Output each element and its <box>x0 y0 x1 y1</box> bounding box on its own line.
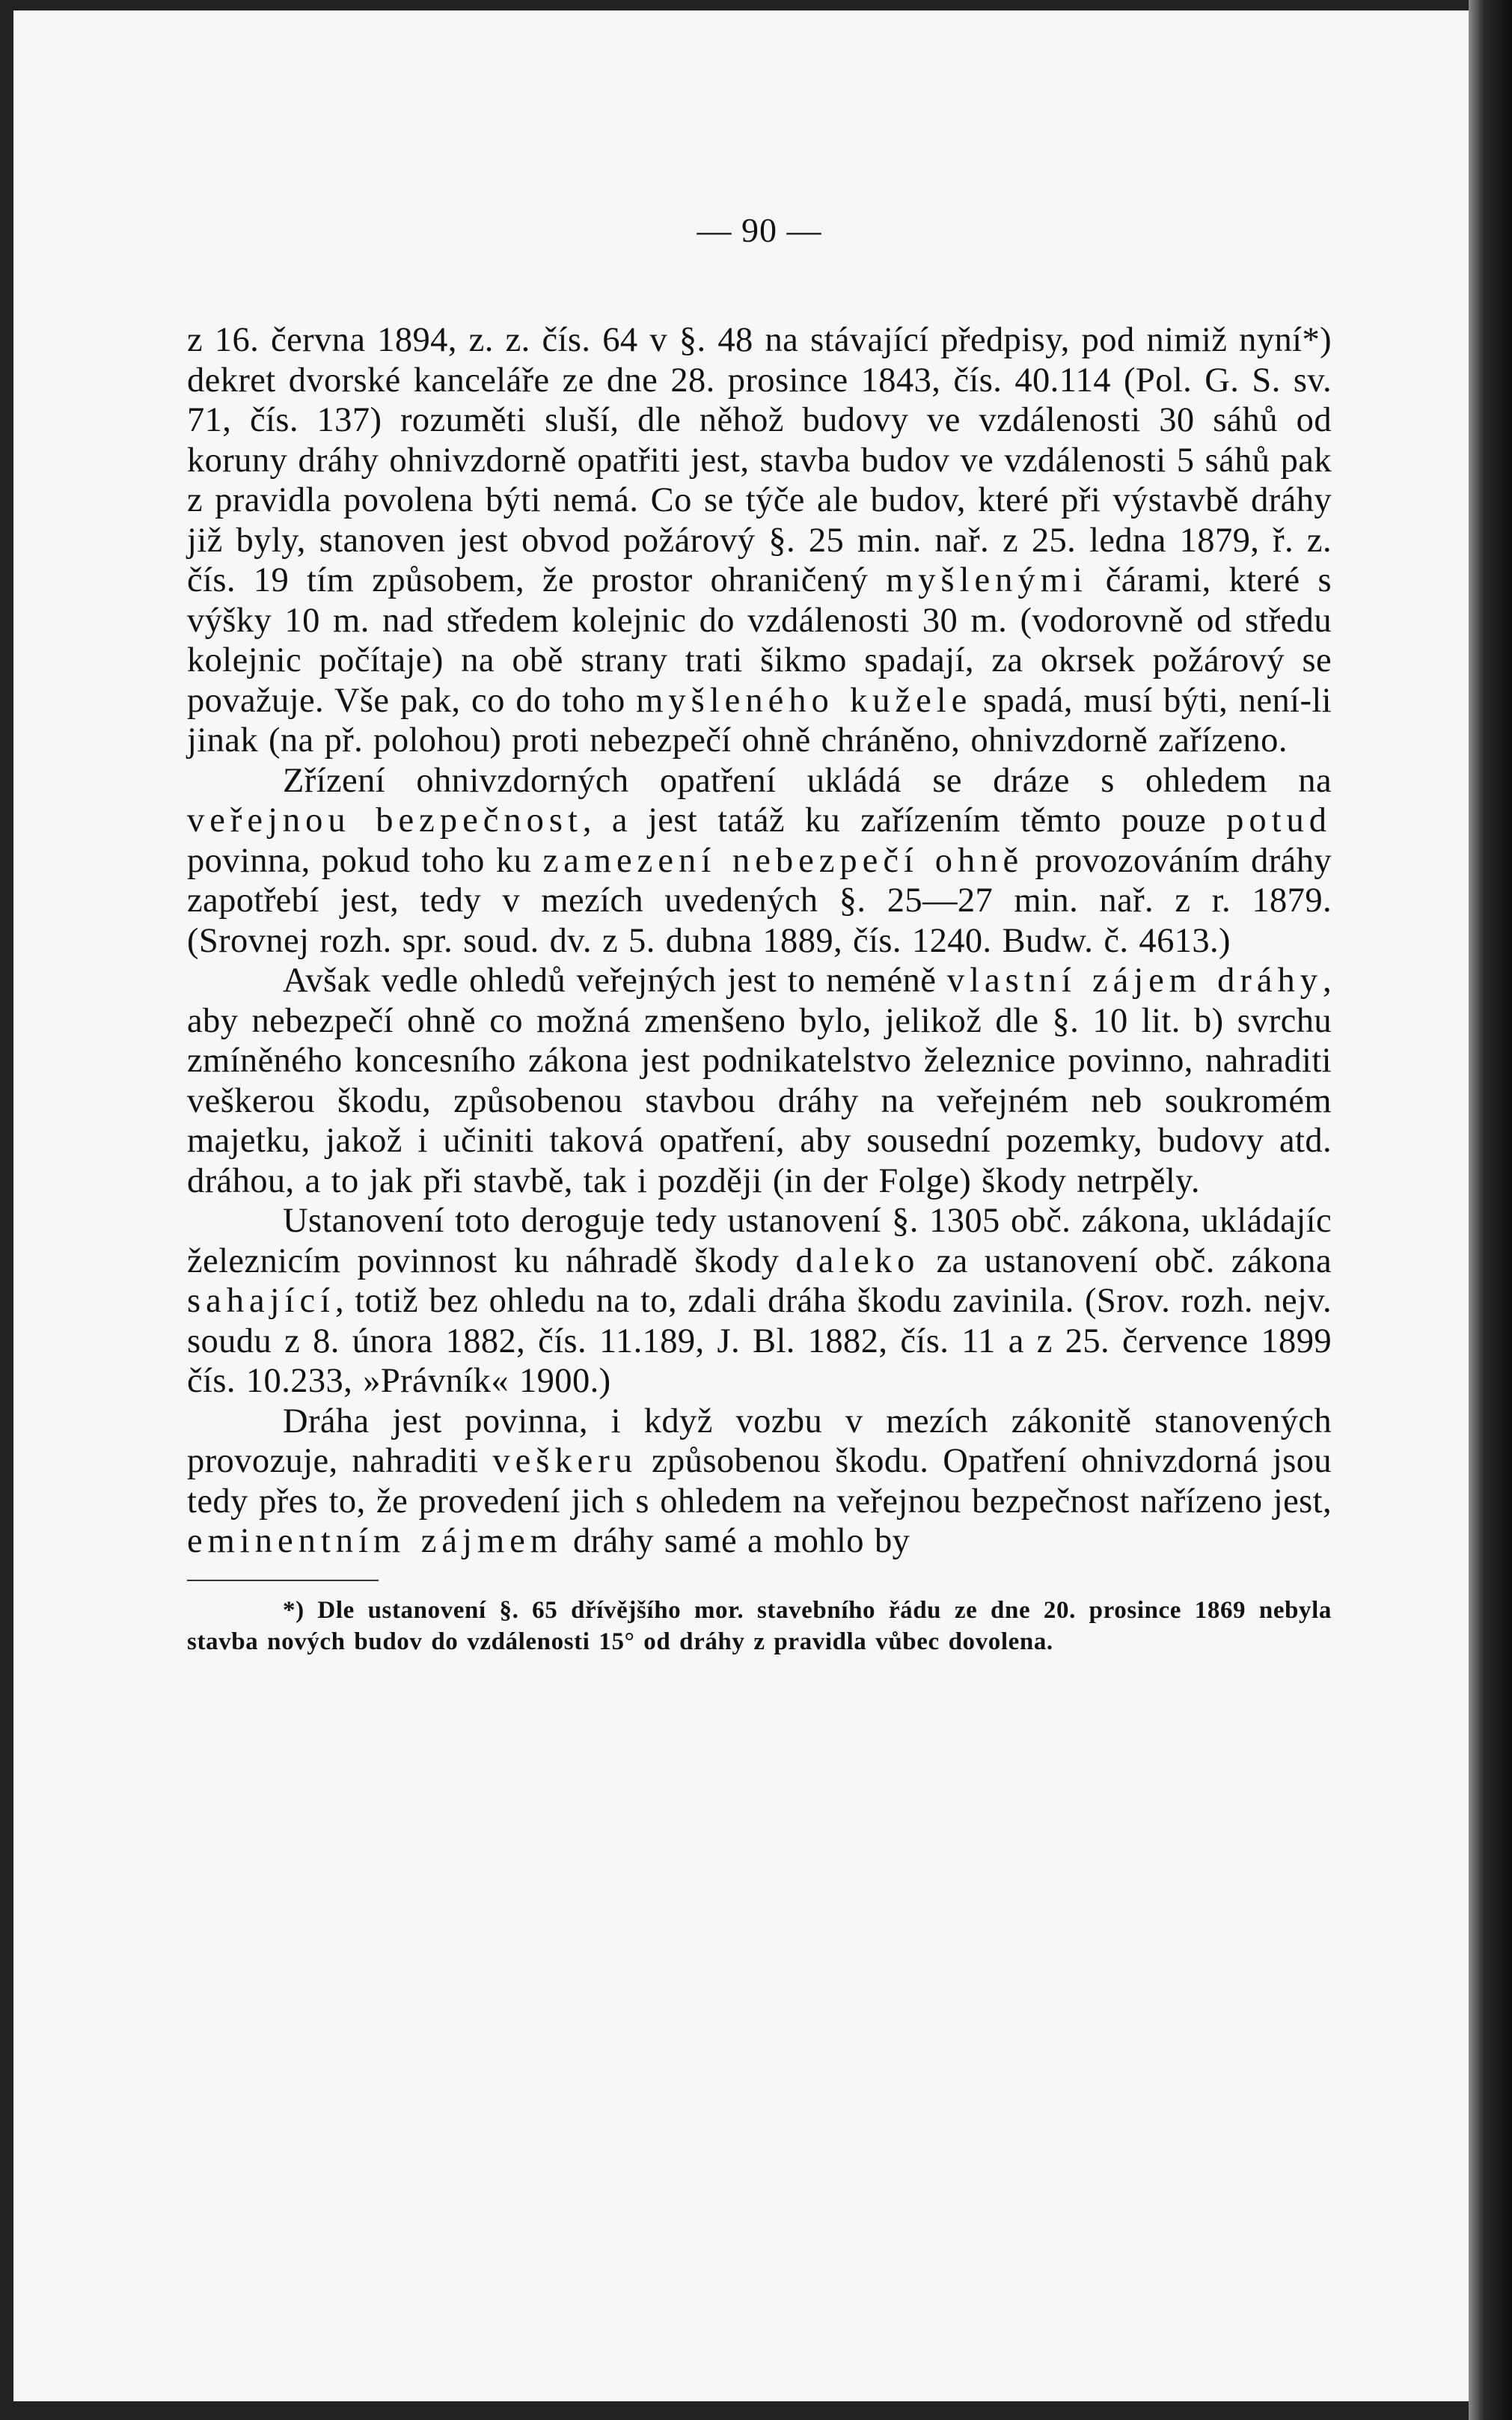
text-run: z 16. června 1894, z. z. čís. 64 v §. 48 na stávající předpisy, pod nimiž nyní*) dekret dvorské kanceláře ze dne 28. prosince 1843, čís. 40.114 (Pol. G. S. sv. 71, čís. 137) rozuměti sluší, dle něhož budovy ve vzdálenosti 30 sáhů od koruny dráhy ohnivzdorně opatřiti jest, stavba budov ve vzdálenosti 5 sáhů pak z pravidla povolena býti nemá. Co se týče ale budov, které při výstavbě dráhy již byly, stanoven jest obvod požárový §. 25 min. nař. z 25. ledna 1879, ř. z. čís. 19 tím způsobem, že prostor ohraničený <box>187 321 1332 599</box>
text-run: čárami, které s výšky 10 m. nad středem kolejnic do vzdálenosti 30 m. (vodorovně od středu kolejnic počítaje) na obě strany trati šikmo spadají, za okrsek požárový se považuje. Vše pak, co do toho <box>187 561 1332 720</box>
text-run: Zřízení ohnivzdorných opatření ukládá se dráze s ohledem na <box>283 761 1332 800</box>
body-text <box>187 320 1332 1562</box>
text-run: Dráha jest povinna, i když vozbu v mezích zákonitě stanovených provozuje, nahraditi <box>187 1402 1332 1480</box>
paragraph-3 <box>187 961 1332 1201</box>
spaced-emphasis: myšleného kužele <box>636 681 973 720</box>
book-spine-edge <box>1469 0 1512 2420</box>
page-number: — 90 — <box>697 211 822 249</box>
text-run: povinna, pokud toho ku <box>187 841 543 880</box>
text-run: , totiž bez ohledu na to, zdali dráha škodu zavinila. (Srov. rozh. nejv. soudu z 8. února 1882, čís. 11.189, J. Bl. 1882, čís. 11 a z 25. července 1899 čís. 10.233, »Právník« 1900.) <box>187 1282 1332 1400</box>
text-run: Ustanovení toto deroguje tedy ustanovení §. 1305 obč. zákona, ukládajíc železnicím povinnost ku náhradě škody <box>187 1202 1332 1280</box>
text-run: , aby nebezpečí ohně co možná zmenšeno bylo, jelikož dle §. 10 lit. b) svrchu zmíněného koncesního zákona jest podnikatelstvo železnice povinno, nahraditi veškerou škodu, způsobenou stavbou dráhy na veřejném neb soukromém majetku, jakož i učiniti taková opatření, aby sousední pozemky, budovy atd. dráhou, a to jak při stavbě, tak i později (in der Folge) škody netrpěly. <box>187 962 1332 1200</box>
paragraph-4 <box>187 1201 1332 1402</box>
spaced-emphasis: veřejnou bezpečnost <box>187 801 583 840</box>
spaced-emphasis: zamezení nebezpečí ohně <box>542 841 1024 880</box>
text-run: za ustanovení obč. zákona <box>919 1241 1332 1280</box>
text-run: dráhy samé a mohlo by <box>562 1522 910 1560</box>
text-run: Avšak vedle ohledů veřejných jest to neméně <box>283 962 947 1000</box>
spaced-emphasis: veškeru <box>492 1442 638 1480</box>
paragraph-5 <box>187 1402 1332 1562</box>
text-run: provozováním dráhy zapotřebí jest, tedy v mezích uvedených §. 25—27 min. nař. z r. 1879. (Srovnej rozh. spr. soud. dv. z 5. dubna 1889, čís. 1240. Budw. č. 4613.) <box>187 841 1332 960</box>
spaced-emphasis: daleko <box>795 1241 920 1280</box>
text-run: způsobenou škodu. Opatření ohnivzdorná jsou tedy přes to, že provedení jich s ohledem na veřejnou bezpečnost nařízeno jest, <box>187 1442 1332 1521</box>
paragraph-2 <box>187 761 1332 962</box>
text-run: , a jest tatáž ku zařízením těmto pouze <box>582 801 1227 840</box>
spaced-emphasis: vlastní zájem dráhy <box>946 962 1323 1000</box>
spaced-emphasis: eminentním zájmem <box>187 1522 563 1560</box>
paragraph-1 <box>187 320 1332 761</box>
page-content <box>187 210 1332 1657</box>
footnote: *) Dle ustanovení §. 65 dřívějšího mor. stavebního řádu ze dne 20. prosince 1869 nebyla stavba nových budov do vzdálenosti 15° od dráhy z pravidla vůbec dovolena. <box>187 1596 1332 1655</box>
spaced-emphasis: sahající <box>187 1282 336 1320</box>
spaced-emphasis: myšlenými <box>886 561 1088 599</box>
footnote-divider <box>187 1580 379 1581</box>
text-run: spadá, musí býti, není-li jinak (na př. polohou) proti nebezpečí ohně chráněno, ohnivzdorně zařízeno. <box>187 681 1332 760</box>
spaced-emphasis: potud <box>1226 801 1332 840</box>
